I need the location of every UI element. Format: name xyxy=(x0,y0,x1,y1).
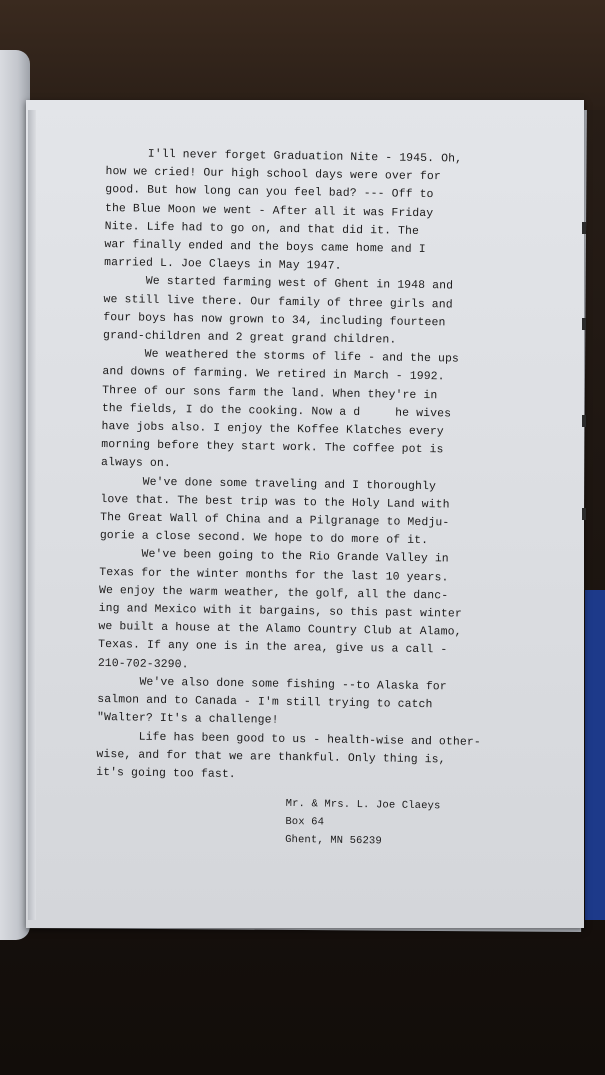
signature-box: Box 64 xyxy=(285,816,325,829)
binder-ring-mark xyxy=(582,508,586,520)
letter-body xyxy=(95,145,506,852)
paragraph-rio-grande: We've been going to the Rio Grande Valley in Texas for the winter months for the last 10 years. We enjoy the warm weather, the golf, all the danc- ing and Mexico with it bargains, so this past winter we built a house at the Alamo Country Club at Alamo, Texas. If any one is in the area, give us a call - 210-702-3290. xyxy=(97,548,463,672)
paragraph-traveling: We've done some traveling and I thoroughly love that. The best trip was to the Holy Land with The Great Wall of China and a Pilgranage to Medju- gorie a close second. We hope to do more of it. xyxy=(99,475,450,548)
paragraph-storms: We weathered the storms of life - and the ups and downs of farming. We retired in March - 1992. Three of our sons farm the land. When they're in the fields, I do the cooking. Now a d he wives have jobs also. I enjoy the Koffee Klatches every morning before they start work. The coffee pot is always on. xyxy=(100,348,460,471)
page-fold-shadow xyxy=(28,110,36,920)
signature-city: Ghent, MN 56239 xyxy=(285,834,382,848)
paragraph-graduation: I'll never forget Graduation Nite - 1945. Oh, how we cried! Our high school days were over for good. But how long can you feel bad? --- Off to the Blue Moon we went - After all it was Friday Nite. Life had to go on, and that did it. The war finally ended and the boys came home and I married L. Joe Claeys in May 1947. xyxy=(104,147,463,273)
binder-ring-mark xyxy=(582,318,586,330)
binder-ring-mark xyxy=(582,415,586,427)
paragraph-fishing: We've also done some fishing --to Alaska for salmon and to Canada - I'm still trying to catch "Walter? It's a challenge! xyxy=(96,675,447,728)
signature-name: Mr. & Mrs. L. Joe Claeys xyxy=(285,798,441,813)
paragraph-farming: We started farming west of Ghent in 1948 and we still live there. Our family of three girls and four boys has now grown to 34, including fourteen grand-children and 2 great grand children. xyxy=(102,275,454,347)
paragraph-life: Life has been good to us - health-wise and other- wise, and for that we are thankful. Only thing is, it's going too fast. xyxy=(96,730,481,782)
binder-ring-mark xyxy=(582,222,586,234)
signature-block xyxy=(95,792,496,852)
desk-background xyxy=(0,0,605,110)
binder-cover xyxy=(585,590,605,920)
